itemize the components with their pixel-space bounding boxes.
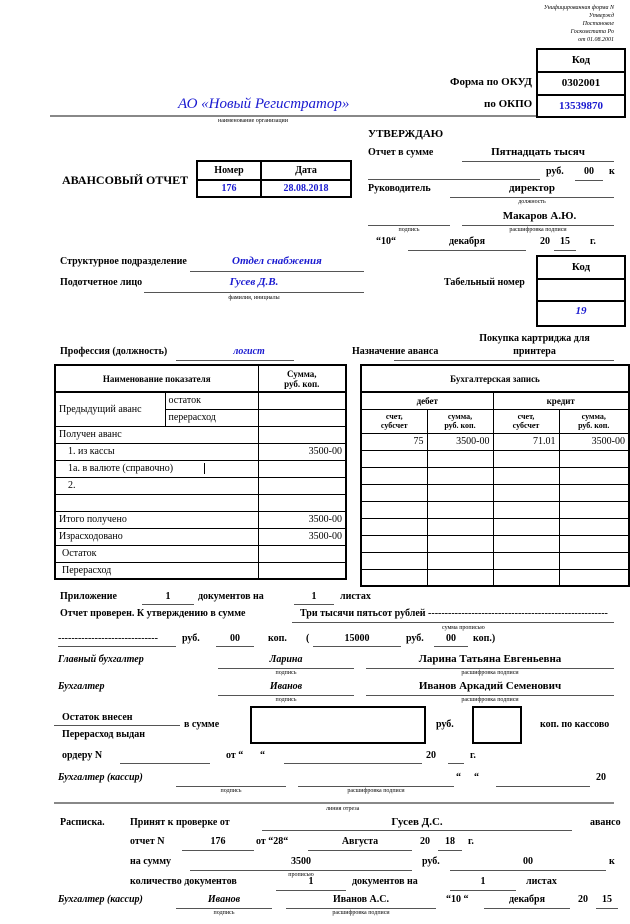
receipt-year-suffix: г. [468, 836, 474, 847]
date-label: Дата [295, 165, 317, 176]
receipt-report-label: отчет N [130, 836, 165, 847]
receipt-tail: авансо [590, 817, 621, 828]
name-caption: расшифровка подписи [347, 788, 405, 794]
number-date-box [196, 160, 352, 198]
approval-year-suffix: г. [590, 236, 596, 247]
table-row [361, 518, 629, 535]
acc-line1: счет, [385, 412, 403, 421]
document-title: АВАНСОВЫЙ ОТЧЕТ [62, 173, 189, 187]
chief-accountant-name: Ларина Татьяна Евгеньевна [418, 653, 562, 665]
accounting-entry-title: Бухгалтерская запись [361, 365, 629, 392]
attachment-label: Приложение [60, 591, 117, 602]
credit-account-header [493, 409, 559, 433]
cash-rub-label: руб. [436, 719, 454, 730]
name-caption: расшифровка подписи [509, 227, 567, 233]
receipt-cashier-name: Иванов А.С. [332, 894, 390, 905]
profession-value: логист [233, 346, 265, 357]
receipt-report-number: 176 [210, 836, 226, 847]
attachment-docs-label: документов на [198, 591, 264, 602]
receipt-kop-label: к [609, 856, 615, 867]
verified-open-paren: ( [306, 633, 310, 644]
person-value: Гусев Д.В. [229, 276, 279, 288]
acc-line2: субсчет [512, 421, 540, 430]
row-value [258, 562, 346, 579]
row-value [258, 460, 346, 477]
form-note-line: Унифицированная форма N [543, 5, 614, 11]
sign-caption: подпись [275, 670, 297, 676]
row-label [55, 460, 258, 477]
head-label: Руководитель [368, 183, 431, 194]
debit-header: дебет [361, 392, 493, 409]
receipt-docs-value: 1 [308, 876, 314, 887]
receipt-docs-label: количество документов [130, 876, 237, 887]
okud-code-box [536, 48, 626, 118]
table-row [55, 443, 346, 460]
in-sum-label: в сумме [184, 719, 220, 730]
form-note-line: Постановле [582, 21, 614, 27]
row-value [258, 494, 346, 511]
row-value: 3500-00 [258, 443, 346, 460]
approval-year: 15 [560, 236, 570, 247]
prev-overspend-label: перерасход [165, 409, 258, 426]
receipt-cashier-label: Бухгалтер (кассир) [58, 894, 143, 905]
receipt-from-value: Гусев Д.С. [391, 816, 443, 828]
receipt-sum-label: на сумму [130, 856, 172, 867]
acc-line2: субсчет [380, 421, 408, 430]
verified-rub: руб. [182, 633, 200, 644]
order-year-suffix: г. [470, 750, 476, 761]
prev-overspend-value [258, 409, 346, 426]
table-row [55, 426, 346, 443]
acc-line1: счет, [517, 412, 535, 421]
signature-caption: подпись [398, 227, 420, 233]
person-code-label: Код [571, 261, 591, 273]
attachment-sheets-label: листах [340, 591, 371, 602]
order-label: ордеру N [62, 750, 103, 761]
chief-accountant-label: Главный бухгалтер [58, 654, 144, 665]
verified-rub2: руб. [406, 633, 424, 644]
verified-num-value: 15000 [344, 633, 370, 644]
approval-sum-label: Отчет в сумме [368, 147, 434, 158]
debit-account-header [361, 409, 427, 433]
verified-label: Отчет проверен. К утверждению в сумме [60, 608, 246, 619]
form-note [494, 4, 614, 44]
verified-kop: коп. [268, 633, 287, 644]
receipt-cashier-signature: Иванов [207, 894, 241, 905]
tab-number-label: Табельный номер [444, 277, 525, 288]
dept-label: Структурное подразделение [60, 256, 187, 267]
row-label: Перерасход [55, 562, 258, 579]
organization-name: АО «Новый Регистратор» [178, 96, 350, 112]
receipt-kop-value: 00 [523, 856, 533, 867]
cashier-quote-close: “ [474, 772, 479, 783]
row-label: Израсходовано [55, 528, 258, 545]
sum-line1: сумма, [581, 412, 606, 421]
name-caption: расшифровка подписи [461, 697, 519, 703]
debit-sum: 3500-00 [427, 433, 493, 450]
row-value: 3500-00 [258, 511, 346, 528]
form-note-line: Госкомстата Ро [570, 29, 614, 35]
receipt-day: от “28“ [256, 836, 289, 847]
verified-kop-value: 00 [230, 633, 240, 644]
table-row [361, 501, 629, 518]
cashier-year-prefix: 20 [596, 772, 606, 783]
org-caption: наименование организации [218, 118, 288, 124]
table-row [361, 535, 629, 552]
prev-remainder-value [258, 392, 346, 409]
cut-line [54, 802, 614, 804]
purpose-value-line2: принтера [513, 346, 556, 357]
table-row [55, 494, 346, 511]
person-code-box [536, 255, 626, 327]
col-sum-line2: руб. коп. [284, 378, 320, 389]
col-sum-header [258, 365, 346, 392]
head-name: Макаров А.Ю. [502, 210, 577, 222]
row-label-text: 1а. в валюте (справочно) [68, 463, 205, 474]
order-year-prefix: 20 [426, 750, 436, 761]
verified-sum-caption: сумма прописью [442, 625, 485, 631]
debit-sum-header [427, 409, 493, 433]
col-sum-line1: Сумма, [286, 368, 317, 379]
credit-account: 71.01 [493, 433, 559, 450]
approval-year-prefix: 20 [540, 236, 550, 247]
order-quote-close: “ [260, 750, 265, 761]
row-label: Итого получено [55, 511, 258, 528]
receipt-month: Августа [341, 836, 379, 847]
order-from-label: от “ [226, 750, 244, 761]
table-row [55, 528, 346, 545]
row-label: Получен аванс [55, 426, 258, 443]
overspend-issued-label: Перерасход выдан [62, 729, 146, 740]
receipt-sheets-label: листах [526, 876, 557, 887]
prev-remainder-label: остаток [165, 392, 258, 409]
debit-account: 75 [361, 433, 427, 450]
table-row [361, 467, 629, 484]
accounting-entry-table [360, 364, 630, 587]
row-label: Остаток [55, 545, 258, 562]
cash-kop-box[interactable] [472, 706, 522, 744]
accountant-label: Бухгалтер [58, 681, 105, 692]
verified-kop-value2: 00 [446, 633, 456, 644]
attachment-sheets: 1 [311, 591, 317, 602]
table-row [55, 477, 346, 494]
row-value [258, 477, 346, 494]
receipt-year2: 15 [602, 894, 612, 905]
receipt-sheets-value: 1 [480, 876, 486, 887]
person-label: Подотчетное лицо [60, 277, 143, 288]
verified-kop-close: коп.) [473, 633, 496, 644]
form-note-line: Утвержд [588, 13, 614, 19]
accountant-signature: Иванов [269, 681, 303, 692]
form-note-line: от 01.08.2001 [578, 37, 614, 43]
verified-dashes: ------------------------------ [58, 633, 158, 644]
cash-rub-box[interactable] [250, 706, 426, 744]
profession-label: Профессия (должность) [60, 346, 168, 357]
person-caption: фамилия, инициалы [228, 295, 280, 301]
dept-value: Отдел снабжения [232, 255, 322, 267]
accountant-name: Иванов Аркадий Семенович [418, 680, 562, 692]
table-row [55, 460, 346, 477]
sign-caption: подпись [275, 697, 297, 703]
attachment-docs: 1 [165, 591, 171, 602]
cut-line-caption: линия отреза [326, 806, 360, 812]
verified-sum-words: Три тысячи пятьсот рублей ------------------------------------------------------ [300, 608, 608, 619]
approval-kop-label: к [609, 166, 615, 177]
number-label: Номер [214, 165, 244, 176]
table-row [55, 545, 346, 562]
table-row [55, 562, 346, 579]
credit-sum: 3500-00 [559, 433, 629, 450]
receipt-accepted-label: Принят к проверке от [130, 817, 230, 828]
row-value [258, 545, 346, 562]
okud-value: 0302001 [561, 77, 601, 89]
tab-number-value: 19 [575, 305, 587, 317]
table-row [361, 450, 629, 467]
receipt-day2: “10 “ [446, 894, 469, 905]
row-label: 1. из кассы [55, 443, 258, 460]
chief-accountant-signature: Ларина [269, 654, 303, 665]
table-row [361, 552, 629, 569]
approval-kop-value: 00 [584, 166, 594, 177]
approval-month: декабря [448, 236, 486, 247]
receipt-words-caption: прописью [288, 872, 314, 878]
row-value: 3500-00 [258, 528, 346, 545]
cashier-label: Бухгалтер (кассир) [58, 772, 143, 783]
position-caption: должность [518, 199, 546, 205]
receipt-year2-prefix: 20 [578, 894, 588, 905]
sum-line2: руб. коп. [578, 421, 610, 430]
sign-caption: подпись [213, 910, 235, 916]
advance-summary-table [54, 364, 347, 580]
row-value [258, 426, 346, 443]
head-position: директор [508, 182, 556, 194]
receipt-rub: руб. [422, 856, 440, 867]
approve-heading: УТВЕРЖДАЮ [368, 128, 444, 140]
okpo-label: по ОКПО [484, 98, 533, 110]
report-date: 28.08.2018 [283, 183, 329, 194]
sign-caption: подпись [220, 788, 242, 794]
name-caption: расшифровка подписи [332, 910, 390, 916]
receipt-month2: декабря [508, 894, 546, 905]
okud-label: Форма по ОКУД [450, 76, 532, 88]
approval-day: “10“ [376, 236, 396, 247]
receipt-year: 18 [445, 836, 455, 847]
credit-sum-header [559, 409, 629, 433]
prev-advance-label: Предыдущий аванс [55, 392, 165, 426]
approval-rub: руб. [546, 166, 564, 177]
sum-line2: руб. коп. [444, 421, 476, 430]
receipt-sum-value: 3500 [291, 856, 311, 867]
purpose-label: Назначение аванса [352, 346, 439, 357]
table-row [361, 433, 629, 450]
okpo-value: 13539870 [559, 100, 603, 112]
table-row [55, 511, 346, 528]
receipt-docs-on: документов на [352, 876, 418, 887]
cashier-quote-open: “ [456, 772, 461, 783]
table-row [361, 484, 629, 501]
cash-kop-label: коп. по кассово [540, 719, 610, 730]
remainder-deposited-label: Остаток внесен [62, 712, 133, 723]
receipt-year-prefix: 20 [420, 836, 430, 847]
row-label [55, 494, 258, 511]
code-label: Код [571, 54, 591, 66]
col-name-header: Наименование показателя [55, 365, 258, 392]
approval-sum-words: Пятнадцать тысяч [491, 146, 585, 158]
row-label: 2. [55, 477, 258, 494]
sum-line1: сумма, [447, 412, 473, 421]
purpose-value-line1: Покупка картриджа для [479, 333, 590, 344]
name-caption: расшифровка подписи [461, 670, 519, 676]
report-number: 176 [221, 183, 237, 194]
receipt-title: Расписка. [60, 817, 105, 828]
credit-header: кредит [493, 392, 629, 409]
table-row [361, 569, 629, 586]
